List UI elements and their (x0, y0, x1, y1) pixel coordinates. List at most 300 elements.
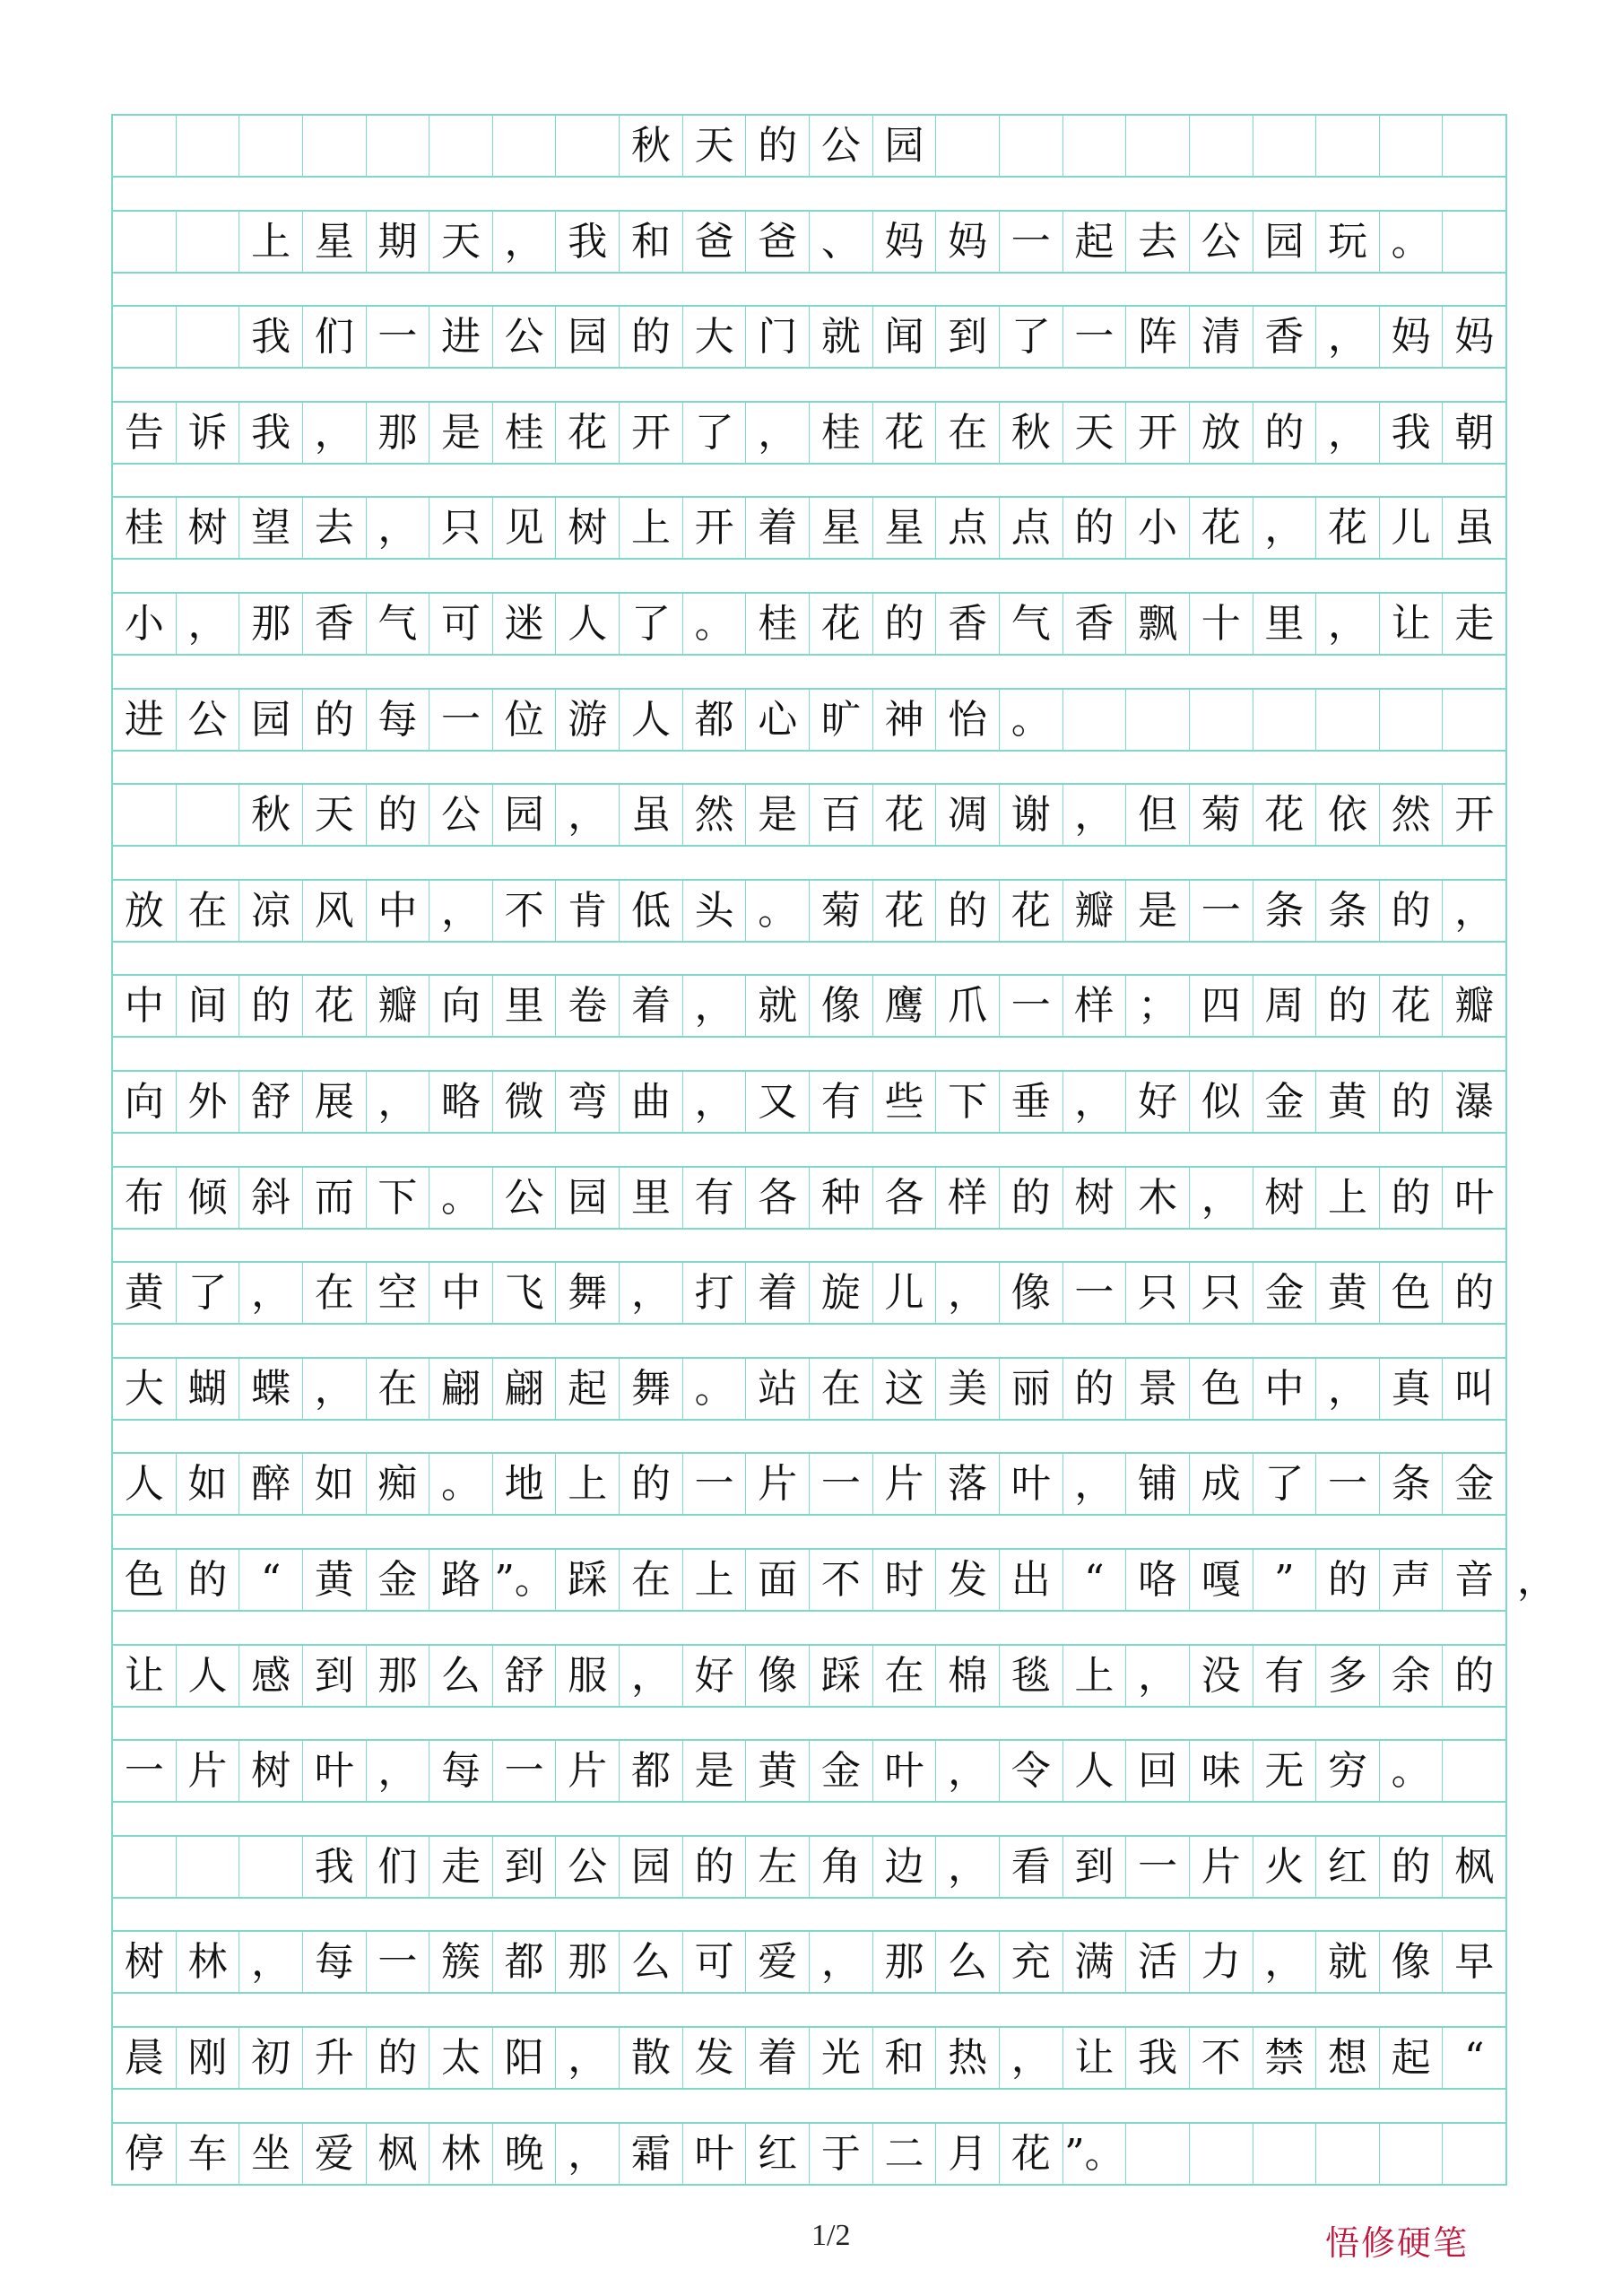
grid-cell: 在 (177, 881, 240, 941)
grid-cell: ， (620, 1646, 683, 1706)
grid-cell: 一 (367, 1932, 430, 1992)
grid-cell (1443, 212, 1505, 272)
grid-cell: 么 (936, 1932, 1000, 1992)
grid-cell: 一 (810, 1454, 873, 1514)
grid-cell: 那 (367, 1646, 430, 1706)
grid-cell: 四 (1190, 976, 1253, 1036)
grid-cell: 花 (303, 976, 367, 1036)
grid-cell: ”。 (493, 1550, 557, 1610)
grid-cell: ， (936, 1837, 1000, 1897)
grid-row (111, 1835, 1507, 1899)
grid-cell: ， (810, 1932, 873, 1992)
grid-cell: 色 (113, 1550, 177, 1610)
grid-cell: 人 (556, 594, 620, 654)
grid-cell: “ (239, 1550, 303, 1610)
grid-cell: 妈 (1380, 307, 1444, 367)
grid-cell: 瓣 (1063, 881, 1127, 941)
grid-cell: 的 (683, 1837, 747, 1897)
grid-cell: 是 (429, 403, 493, 463)
grid-cell (303, 116, 367, 176)
grid-cell: 二 (873, 2124, 937, 2184)
grid-cell: 有 (1253, 1646, 1317, 1706)
grid-cell: 那 (239, 594, 303, 654)
grid-cell: 地 (493, 1454, 557, 1514)
grid-cell: 活 (1126, 1932, 1190, 1992)
grid-cell: 让 (1063, 2028, 1127, 2088)
row-spacer (111, 1516, 1507, 1548)
grid-row (111, 114, 1507, 178)
grid-cell: 一 (1063, 1263, 1127, 1323)
grid-cell (1380, 116, 1444, 176)
grid-row (111, 496, 1507, 560)
grid-cell: 香 (1253, 307, 1317, 367)
grid-cell: 上 (239, 212, 303, 272)
grid-cell: 树 (556, 498, 620, 558)
grid-cell: 停 (113, 2124, 177, 2184)
grid-cell (239, 1837, 303, 1897)
grid-cell: 多 (1316, 1646, 1380, 1706)
grid-cell: 叶 (1454, 1174, 1495, 1221)
grid-cell: 片 (873, 1454, 937, 1514)
grid-cell (1063, 116, 1127, 176)
grid-cell: 发 (683, 2028, 747, 2088)
grid-cell: 公 (493, 1168, 557, 1228)
grid-row (111, 1930, 1507, 1994)
grid-cell: 飞 (493, 1263, 557, 1323)
grid-cell: 红 (1316, 1837, 1380, 1897)
grid-cell (1190, 690, 1253, 750)
grid-cell: 一 (1190, 881, 1253, 941)
grid-cell: 桂 (113, 498, 177, 558)
grid-cell: 种 (810, 1168, 873, 1228)
row-spacer (111, 1994, 1507, 2026)
grid-cell: 中 (429, 1263, 493, 1323)
grid-cell: ， (683, 976, 747, 1036)
grid-cell: ， (1316, 594, 1380, 654)
grid-cell (1190, 116, 1253, 176)
grid-cell: 穷 (1316, 1741, 1380, 1801)
grid-cell: 。 (1380, 1741, 1444, 1801)
grid-cell: 满 (1063, 1932, 1127, 1992)
grid-cell: 各 (746, 1168, 810, 1228)
grid-cell: 和 (620, 212, 683, 272)
grid-cell: 爸 (746, 212, 810, 272)
grid-cell: 在 (367, 1359, 430, 1419)
grid-cell: 像 (810, 976, 873, 1036)
grid-cell: 成 (1190, 1454, 1253, 1514)
grid-cell: 可 (429, 594, 493, 654)
grid-row (111, 1357, 1507, 1421)
grid-cell: 上 (556, 1454, 620, 1514)
grid-cell: 片 (1190, 1837, 1253, 1897)
grid-cell: 坐 (239, 2124, 303, 2184)
grid-cell: 的 (1000, 1168, 1063, 1228)
grid-cell: 叶 (303, 1741, 367, 1801)
grid-cell (113, 785, 177, 845)
grid-cell: 音 (1454, 1556, 1495, 1603)
grid-cell: 略 (429, 1072, 493, 1132)
grid-cell: 晚 (493, 2124, 557, 2184)
grid-cell: 的 (620, 1454, 683, 1514)
grid-cell: 我 (239, 403, 303, 463)
grid-cell: 公 (429, 785, 493, 845)
grid-cell (936, 116, 1000, 176)
grid-cell: 枫 (367, 2124, 430, 2184)
grid-cell: 小 (1126, 498, 1190, 558)
grid-cell: 外 (177, 1072, 240, 1132)
grid-cell: 开 (620, 403, 683, 463)
grid-cell: 嘎 (1190, 1550, 1253, 1610)
grid-cell: 一 (493, 1741, 557, 1801)
grid-row (111, 1261, 1507, 1325)
grid-cell: 儿 (873, 1263, 937, 1323)
grid-cell: 踩 (556, 1550, 620, 1610)
grid-cell: 们 (367, 1837, 430, 1897)
grid-cell: 进 (113, 690, 177, 750)
grid-cell: 面 (746, 1550, 810, 1610)
grid-cell: 公 (493, 307, 557, 367)
grid-cell: 园 (620, 1837, 683, 1897)
grid-row (111, 2026, 1507, 2090)
grid-cell: 景 (1126, 1359, 1190, 1419)
grid-cell: 就 (810, 307, 873, 367)
grid-cell: 棉 (936, 1646, 1000, 1706)
grid-cell: 无 (1253, 1741, 1317, 1801)
grid-cell: 瓣 (1454, 982, 1495, 1029)
grid-cell: 回 (1126, 1741, 1190, 1801)
grid-cell: 落 (936, 1454, 1000, 1514)
grid-row (111, 1452, 1507, 1516)
grid-cell: 。 (683, 1359, 747, 1419)
grid-cell: 咯 (1126, 1550, 1190, 1610)
grid-cell: 然 (683, 785, 747, 845)
grid-cell: 蝶 (239, 1359, 303, 1419)
grid-cell: 爱 (303, 2124, 367, 2184)
grid-cell: 游 (556, 690, 620, 750)
grid-cell: 空 (367, 1263, 430, 1323)
grid-cell (556, 116, 620, 176)
grid-cell: 卷 (556, 976, 620, 1036)
grid-cell: 起 (1380, 2028, 1444, 2088)
grid-cell: ， (936, 1741, 1000, 1801)
row-spacer (111, 178, 1507, 210)
grid-row (111, 592, 1507, 656)
grid-cell: 秋 (1000, 403, 1063, 463)
grid-cell: 气 (367, 594, 430, 654)
grid-cell: 踩 (810, 1646, 873, 1706)
grid-cell: 么 (429, 1646, 493, 1706)
grid-cell: 放 (1190, 403, 1253, 463)
grid-cell (1316, 2124, 1380, 2184)
grid-cell: 神 (873, 690, 937, 750)
grid-cell (1126, 116, 1190, 176)
grid-cell: 散 (620, 2028, 683, 2088)
row-spacer (111, 465, 1507, 497)
grid-cell: 每 (367, 690, 430, 750)
grid-cell (1443, 690, 1505, 750)
grid-cell: 周 (1253, 976, 1317, 1036)
grid-cell: 低 (620, 881, 683, 941)
row-spacer (111, 560, 1507, 592)
grid-row (111, 1548, 1507, 1612)
grid-cell: 在 (620, 1550, 683, 1610)
grid-cell: 妈 (873, 212, 937, 272)
grid-row (111, 1070, 1507, 1134)
grid-cell: 叫 (1454, 1365, 1495, 1412)
grid-cell: 那 (556, 1932, 620, 1992)
grid-cell: 香 (1063, 594, 1127, 654)
grid-cell: 那 (367, 403, 430, 463)
grid-cell: 人 (1063, 1741, 1127, 1801)
grid-row (111, 974, 1507, 1038)
grid-cell: 点 (1000, 498, 1063, 558)
grid-cell: 了 (1000, 307, 1063, 367)
grid-row (111, 1166, 1507, 1230)
grid-cell: 们 (303, 307, 367, 367)
grid-cell: 起 (1063, 212, 1127, 272)
grid-cell (177, 116, 240, 176)
grid-cell: 像 (746, 1646, 810, 1706)
grid-cell: 间 (177, 976, 240, 1036)
grid-cell: 我 (556, 212, 620, 272)
row-spacer (111, 2090, 1507, 2122)
grid-cell: 依 (1316, 785, 1380, 845)
grid-cell: 而 (303, 1168, 367, 1228)
grid-cell: 谢 (1000, 785, 1063, 845)
grid-cell: 色 (1190, 1359, 1253, 1419)
grid-cell: 下 (936, 1072, 1000, 1132)
grid-cell (1380, 690, 1444, 750)
grid-cell: 园 (556, 307, 620, 367)
grid-cell (177, 307, 240, 367)
grid-cell: 片 (746, 1454, 810, 1514)
grid-cell: ， (1316, 1359, 1380, 1419)
grid-cell: 门 (746, 307, 810, 367)
grid-cell: 味 (1190, 1741, 1253, 1801)
grid-cell: 清 (1190, 307, 1253, 367)
grid-cell (1380, 2124, 1444, 2184)
page-number: 1/2 (811, 2219, 851, 2252)
grid-cell: 望 (239, 498, 303, 558)
grid-cell: 的 (1454, 1652, 1495, 1699)
grid-cell: ， (367, 1072, 430, 1132)
grid-cell: 枫 (1454, 1843, 1495, 1890)
grid-cell: “ (1063, 1550, 1127, 1610)
grid-cell: 一 (367, 307, 430, 367)
row-spacer (111, 274, 1507, 306)
grid-cell: ， (1063, 1454, 1127, 1514)
row-spacer (111, 1899, 1507, 1931)
grid-cell: 旷 (810, 690, 873, 750)
grid-cell: 样 (1063, 976, 1127, 1036)
grid-cell: 一 (1063, 307, 1127, 367)
grid-cell: 站 (746, 1359, 810, 1419)
grid-cell: 就 (746, 976, 810, 1036)
grid-cell: 着 (746, 498, 810, 558)
grid-cell: 每 (303, 1932, 367, 1992)
grid-cell: 公 (177, 690, 240, 750)
grid-cell: 爱 (746, 1932, 810, 1992)
grid-cell: 的 (1316, 976, 1380, 1036)
grid-cell: 色 (1380, 1263, 1444, 1323)
grid-cell: 是 (683, 1741, 747, 1801)
grid-cell: 瀑 (1454, 1078, 1495, 1125)
grid-cell: 阳 (493, 2028, 557, 2088)
grid-cell: 些 (873, 1072, 937, 1132)
grid-cell: 黄 (113, 1263, 177, 1323)
grid-cell: 每 (429, 1741, 493, 1801)
grid-cell: 花 (873, 881, 937, 941)
grid-cell: 花 (810, 594, 873, 654)
grid-cell: 起 (556, 1359, 620, 1419)
grid-cell: 痴 (367, 1454, 430, 1514)
grid-cell: 上 (683, 1550, 747, 1610)
grid-cell: 树 (177, 498, 240, 558)
grid-cell: 开 (1454, 791, 1495, 838)
grid-cell: 我 (1380, 403, 1444, 463)
grid-cell: 只 (429, 498, 493, 558)
grid-cell: 园 (873, 116, 937, 176)
grid-cell: 升 (303, 2028, 367, 2088)
grid-cell: 菊 (810, 881, 873, 941)
grid-cell: 气 (1000, 594, 1063, 654)
grid-cell: 不 (493, 881, 557, 941)
grid-cell: 桂 (810, 403, 873, 463)
grid-cell: 的 (873, 594, 937, 654)
grid-cell: 玩 (1316, 212, 1380, 272)
grid-cell: ， (1316, 307, 1380, 367)
grid-cell (1443, 1741, 1505, 1801)
grid-cell: ， (239, 1932, 303, 1992)
grid-cell (367, 116, 430, 176)
grid-cell (113, 307, 177, 367)
grid-cell: 条 (1253, 881, 1317, 941)
grid-cell: 片 (556, 1741, 620, 1801)
grid-cell: 花 (873, 785, 937, 845)
grid-cell (113, 212, 177, 272)
grid-cell: 花 (1253, 785, 1317, 845)
grid-row (111, 783, 1507, 847)
grid-cell: 凉 (239, 881, 303, 941)
grid-cell: 这 (873, 1359, 937, 1419)
grid-cell: 舒 (493, 1646, 557, 1706)
overflow-punctuation: ， (1517, 1557, 1557, 1603)
grid-cell: 木 (1126, 1168, 1190, 1228)
grid-cell: 凋 (936, 785, 1000, 845)
grid-cell: 向 (429, 976, 493, 1036)
grid-cell: 去 (1126, 212, 1190, 272)
grid-cell: 花 (1000, 2124, 1063, 2184)
grid-cell: 见 (493, 498, 557, 558)
grid-cell (1443, 2124, 1505, 2184)
grid-cell: 公 (556, 1837, 620, 1897)
grid-cell: 的 (1380, 881, 1444, 941)
grid-cell: 园 (493, 785, 557, 845)
grid-cell: 么 (620, 1932, 683, 1992)
grid-cell: 令 (1000, 1741, 1063, 1801)
grid-row (111, 1644, 1507, 1708)
grid-cell: 叶 (1000, 1454, 1063, 1514)
grid-cell: 展 (303, 1072, 367, 1132)
grid-cell: 飘 (1126, 594, 1190, 654)
grid-cell: 一 (1000, 976, 1063, 1036)
grid-cell: 是 (746, 785, 810, 845)
grid-cell: 林 (429, 2124, 493, 2184)
grid-cell: 树 (239, 1741, 303, 1801)
grid-cell: 翩 (429, 1359, 493, 1419)
grid-cell: “ (1464, 2034, 1485, 2081)
grid-cell: 爪 (936, 976, 1000, 1036)
grid-row (111, 305, 1507, 369)
grid-cell: ， (367, 498, 430, 558)
grid-cell: 的 (1380, 1072, 1444, 1132)
grid-cell: 金 (1454, 1460, 1495, 1507)
grid-cell: 热 (936, 2028, 1000, 2088)
grid-cell: 时 (873, 1550, 937, 1610)
grid-cell: 边 (873, 1837, 937, 1897)
grid-cell: 朝 (1454, 409, 1495, 456)
grid-cell: 风 (303, 881, 367, 941)
grid-cell: 花 (873, 403, 937, 463)
grid-cell: 的 (177, 1550, 240, 1610)
grid-cell: 旋 (810, 1263, 873, 1323)
grid-cell: 和 (873, 2028, 937, 2088)
grid-cell: 了 (177, 1263, 240, 1323)
grid-cell: 一 (113, 1741, 177, 1801)
grid-cell: 发 (936, 1550, 1000, 1610)
grid-cell: 瓣 (367, 976, 430, 1036)
grid-cell: 菊 (1190, 785, 1253, 845)
grid-cell: 一 (429, 690, 493, 750)
grid-cell: 那 (873, 1932, 937, 1992)
grid-cell: 大 (683, 307, 747, 367)
grid-cell (1253, 690, 1317, 750)
grid-cell: 金 (1253, 1263, 1317, 1323)
grid-cell (1253, 116, 1317, 176)
grid-cell: 、 (810, 212, 873, 272)
grid-cell: 树 (1253, 1168, 1317, 1228)
grid-cell: ”。 (1063, 2124, 1127, 2184)
grid-cell: ， (556, 2028, 620, 2088)
grid-cell: 小 (113, 594, 177, 654)
grid-cell: 黄 (1316, 1263, 1380, 1323)
grid-cell: 声 (1380, 1550, 1444, 1610)
grid-cell: 我 (239, 307, 303, 367)
grid-cell: 林 (177, 1932, 240, 1992)
row-spacer (111, 1421, 1507, 1453)
grid-cell: 了 (620, 594, 683, 654)
grid-cell: ， (1063, 1072, 1127, 1132)
grid-cell: 里 (620, 1168, 683, 1228)
grid-cell: ， (429, 881, 493, 941)
row-spacer (111, 847, 1507, 879)
grid-cell: ， (239, 1263, 303, 1323)
grid-cell: 向 (113, 1072, 177, 1132)
grid-cell: ， (556, 785, 620, 845)
grid-cell (239, 116, 303, 176)
grid-cell: 舒 (239, 1072, 303, 1132)
grid-cell: 打 (683, 1263, 747, 1323)
grid-cell (1316, 116, 1380, 176)
grid-cell: 位 (493, 690, 557, 750)
grid-cell: 下 (367, 1168, 430, 1228)
grid-cell: 花 (1316, 498, 1380, 558)
grid-cell: ； (1126, 976, 1190, 1036)
grid-cell: 叶 (873, 1741, 937, 1801)
grid-cell: 诉 (177, 403, 240, 463)
grid-cell: 禁 (1253, 2028, 1317, 2088)
grid-cell: 的 (239, 976, 303, 1036)
